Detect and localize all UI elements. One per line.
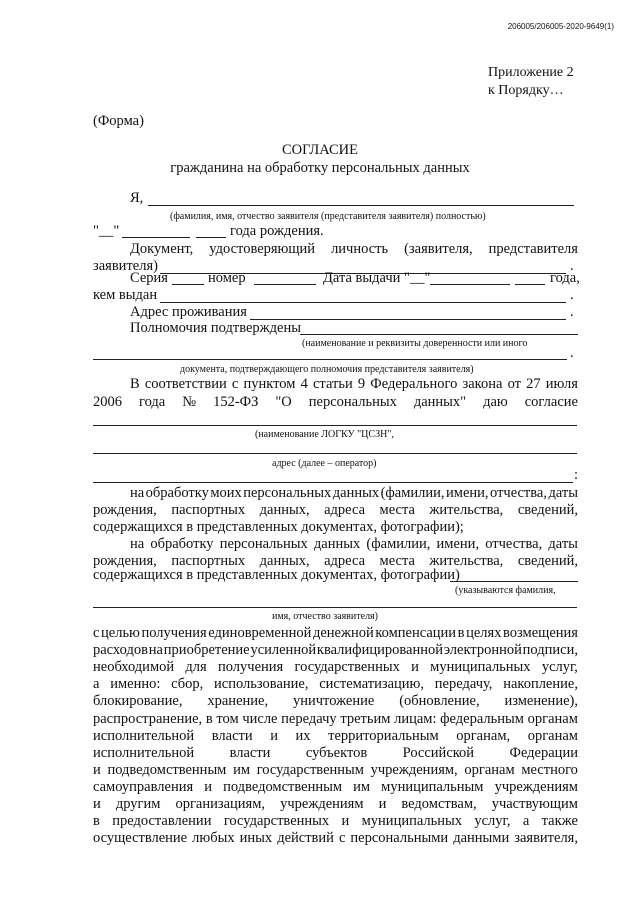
word: подведомственным bbox=[223, 778, 343, 795]
word: государственным bbox=[256, 761, 364, 778]
word: субъектов bbox=[305, 744, 368, 761]
word: паспортных bbox=[171, 502, 246, 518]
word: любых bbox=[192, 830, 235, 847]
word: федеральным bbox=[440, 710, 524, 727]
word: персональных bbox=[243, 485, 332, 501]
colon: : bbox=[574, 467, 579, 483]
word: им bbox=[353, 778, 371, 795]
authority-field-continued[interactable] bbox=[93, 359, 567, 360]
document-code: 206005/206005-2020-9649(1) bbox=[507, 22, 614, 31]
word: адреса bbox=[324, 502, 366, 518]
doc-word: удостоверяющий bbox=[209, 241, 316, 257]
law-word: персональных bbox=[308, 394, 397, 410]
word: и bbox=[411, 659, 419, 676]
issued-by-field[interactable] bbox=[160, 302, 566, 303]
word: лицам: bbox=[394, 710, 437, 727]
applicant-name-field-continued[interactable] bbox=[93, 607, 577, 608]
word: (фамилии, bbox=[380, 485, 445, 501]
applicant-name-hint-1: (указываются фамилия, bbox=[455, 585, 556, 596]
word: даты bbox=[548, 485, 578, 501]
period: . bbox=[570, 304, 574, 320]
purpose-line bbox=[93, 830, 578, 847]
word: Российской bbox=[402, 744, 475, 761]
purpose-line bbox=[93, 711, 578, 728]
consent-para-1-line-1 bbox=[130, 485, 578, 502]
doc-word: (заявителя, bbox=[404, 241, 473, 257]
word: необходимой bbox=[93, 659, 175, 676]
word: органам bbox=[464, 761, 515, 778]
word: данных bbox=[332, 485, 380, 501]
purpose-line bbox=[93, 813, 578, 830]
word: хранение, bbox=[207, 693, 269, 710]
word: (обновление, bbox=[399, 693, 480, 710]
word: электронной bbox=[443, 642, 522, 659]
word: им bbox=[233, 761, 250, 778]
word: учреждениям bbox=[280, 796, 364, 812]
word: данных bbox=[313, 536, 361, 552]
purpose-line bbox=[93, 745, 578, 762]
word: учреждениям bbox=[494, 778, 578, 795]
purpose-line bbox=[93, 693, 578, 710]
word: их bbox=[295, 727, 311, 744]
word: рождения, bbox=[93, 502, 157, 518]
word: и bbox=[378, 796, 387, 812]
word: осуществление bbox=[93, 830, 188, 847]
word: блокирование, bbox=[93, 693, 183, 710]
word: в bbox=[93, 813, 100, 830]
purpose-line bbox=[93, 642, 578, 659]
issued-by-label: кем выдан bbox=[93, 287, 158, 303]
word: приобретение bbox=[163, 642, 250, 659]
law-word: данных" bbox=[413, 394, 467, 410]
law-word: с bbox=[231, 376, 239, 392]
word: том bbox=[216, 710, 239, 727]
word: а bbox=[93, 676, 100, 693]
word: власти bbox=[211, 727, 253, 744]
doc-word: представителя bbox=[488, 241, 578, 257]
consent-para-2-line-1 bbox=[130, 536, 578, 553]
word: денежной bbox=[312, 625, 374, 641]
word: расходов bbox=[93, 642, 148, 659]
doc-word: личность bbox=[331, 241, 389, 257]
number-label: номер bbox=[208, 270, 246, 286]
word: с bbox=[338, 830, 346, 847]
document-line-1 bbox=[130, 241, 578, 258]
form-label: (Форма) bbox=[93, 113, 144, 129]
purpose-line bbox=[93, 659, 578, 676]
word: единовременной bbox=[208, 625, 312, 641]
doc-word: Документ, bbox=[130, 241, 194, 257]
authority-hint-1: (наименование и реквизиты доверенности или иного bbox=[302, 338, 528, 349]
law-word: "О bbox=[275, 394, 292, 410]
word: подведомственным bbox=[107, 761, 227, 778]
law-word: 2006 bbox=[93, 394, 122, 410]
word: территориальным bbox=[328, 727, 439, 744]
word: ведомствам, bbox=[401, 796, 477, 812]
word: муниципальных bbox=[430, 659, 531, 676]
word: жительства, bbox=[429, 502, 504, 518]
word: на bbox=[130, 485, 145, 501]
word: имени, bbox=[446, 485, 489, 501]
word: на bbox=[148, 642, 163, 659]
word: распространение, bbox=[93, 710, 203, 727]
issue-year-field[interactable] bbox=[515, 284, 545, 285]
purpose-line bbox=[93, 779, 578, 796]
word: государственных bbox=[223, 813, 330, 830]
law-word: № bbox=[182, 394, 197, 410]
ya-label: Я, bbox=[130, 190, 144, 206]
series-label: Серия bbox=[130, 270, 168, 286]
law-word: статьи bbox=[313, 376, 353, 392]
word: для bbox=[185, 659, 207, 676]
word: целях bbox=[466, 625, 502, 641]
law-word: от bbox=[507, 376, 521, 392]
word: квалифицированной bbox=[316, 642, 443, 659]
authority-label: Полномочия подтверждены bbox=[130, 320, 301, 336]
word: числе bbox=[242, 710, 278, 727]
document-line-2: заявителя) bbox=[93, 258, 158, 274]
word: компенсации bbox=[375, 625, 457, 641]
word: именно: bbox=[110, 676, 161, 693]
word: участвующим bbox=[491, 796, 578, 812]
annex-line-2: к Порядку… bbox=[488, 83, 564, 98]
word: исполнительной bbox=[93, 744, 195, 761]
word: другим bbox=[115, 796, 161, 812]
word: иных bbox=[239, 830, 273, 847]
law-word: Федерального bbox=[370, 376, 458, 392]
word: персональными bbox=[350, 830, 449, 847]
word: получения bbox=[141, 625, 207, 641]
word: Федерации bbox=[509, 744, 578, 761]
word: органам bbox=[527, 710, 578, 727]
word: действий bbox=[277, 830, 334, 847]
address-label: Адрес проживания bbox=[130, 304, 247, 320]
word: власти bbox=[229, 744, 271, 761]
purpose-line bbox=[93, 796, 578, 813]
word: исполнительной bbox=[93, 727, 195, 744]
word: рождения, bbox=[93, 553, 157, 569]
consent-para-1-line-2 bbox=[93, 502, 578, 519]
purpose-line bbox=[93, 625, 578, 642]
fio-field[interactable] bbox=[148, 205, 574, 206]
annex-line-1: Приложение 2 bbox=[488, 65, 574, 80]
word: персональных bbox=[219, 536, 308, 552]
consent-para-2-line-3: содержащихся в представленных документах, фотографии) bbox=[93, 567, 460, 583]
logku-hint: (наименование ЛОГКУ "ЦСЗН", bbox=[255, 429, 394, 440]
word: в bbox=[457, 625, 465, 641]
law-line-2 bbox=[93, 394, 578, 411]
word: моих bbox=[210, 485, 242, 501]
law-word: соответствии bbox=[144, 376, 227, 392]
document-subtitle: гражданина на обработку персональных данных bbox=[170, 160, 470, 176]
word: местного bbox=[521, 761, 578, 778]
word: услуг, bbox=[474, 813, 511, 830]
word: также bbox=[541, 813, 578, 830]
word: сведений, bbox=[517, 502, 578, 518]
word: муниципальным bbox=[381, 778, 484, 795]
birth-year-field[interactable] bbox=[196, 237, 226, 238]
law-word: В bbox=[130, 376, 140, 392]
period: . bbox=[570, 345, 574, 361]
word: усиленной bbox=[250, 642, 317, 659]
law-word: 4 bbox=[300, 376, 308, 392]
word: предоставлении bbox=[112, 813, 212, 830]
word: жительства, bbox=[429, 553, 504, 569]
birth-suffix: года рождения. bbox=[230, 223, 324, 239]
law-word: даю bbox=[483, 394, 508, 410]
word: и bbox=[93, 761, 101, 778]
word: сбор, bbox=[171, 676, 204, 693]
word: с bbox=[93, 625, 100, 641]
annex-label bbox=[488, 64, 574, 100]
word: целью bbox=[101, 625, 140, 641]
year-label: года, bbox=[550, 270, 580, 286]
word: данных, bbox=[259, 553, 310, 569]
word: заявителя, bbox=[514, 830, 578, 847]
law-word: июля bbox=[545, 376, 578, 392]
word: места bbox=[379, 502, 415, 518]
word: муниципальных bbox=[361, 813, 463, 830]
word: на bbox=[130, 536, 145, 552]
operator-address-field-continued[interactable] bbox=[93, 482, 573, 483]
purpose-line bbox=[93, 762, 578, 779]
document-title: СОГЛАСИЕ bbox=[281, 142, 359, 158]
period: . bbox=[570, 258, 574, 274]
word: получения bbox=[217, 659, 284, 676]
operator-address-field[interactable] bbox=[93, 453, 577, 454]
number-field[interactable] bbox=[254, 284, 316, 285]
word: и bbox=[341, 813, 350, 830]
word: (фамилии, bbox=[366, 536, 431, 552]
word: организациям, bbox=[175, 796, 266, 812]
law-line-1 bbox=[130, 376, 578, 393]
word: органам bbox=[527, 727, 578, 744]
applicant-name-field[interactable] bbox=[450, 581, 578, 582]
operator-name-field[interactable] bbox=[93, 425, 577, 426]
word: изменение), bbox=[504, 693, 578, 710]
law-word: 152-ФЗ bbox=[213, 394, 259, 410]
series-field[interactable] bbox=[172, 284, 204, 285]
law-word: 27 bbox=[526, 376, 541, 392]
word: уничтожение bbox=[292, 693, 375, 710]
operator-address-hint: адрес (далее – оператор) bbox=[272, 458, 377, 469]
word: передачу, bbox=[434, 676, 493, 693]
word: третьим bbox=[340, 710, 391, 727]
purpose-line bbox=[93, 676, 578, 693]
law-word: закона bbox=[462, 376, 503, 392]
word: даты bbox=[548, 536, 578, 552]
authority-field[interactable] bbox=[300, 334, 578, 335]
birth-day: "__" bbox=[93, 223, 120, 239]
word: и bbox=[270, 727, 278, 744]
word: передачу bbox=[281, 710, 337, 727]
word: имени, bbox=[436, 536, 480, 552]
word: паспортных bbox=[171, 553, 246, 569]
word: учреждениям, bbox=[370, 761, 458, 778]
word: сведений, bbox=[517, 553, 578, 569]
word: накопление, bbox=[503, 676, 578, 693]
word: государственных bbox=[294, 659, 400, 676]
fio-hint: (фамилия, имя, отчество заявителя (представителя заявителя) полностью) bbox=[170, 211, 486, 222]
consent-para-1-line-3: содержащихся в представленных документах, фотографии); bbox=[93, 519, 464, 535]
purpose-line bbox=[93, 728, 578, 745]
birth-month-field[interactable] bbox=[122, 237, 190, 238]
applicant-name-hint-2: имя, отчество заявителя) bbox=[272, 611, 378, 622]
word: обработку bbox=[150, 536, 214, 552]
word: данными bbox=[453, 830, 510, 847]
word: подписи, bbox=[522, 642, 578, 659]
law-word: 9 bbox=[357, 376, 366, 392]
law-word: согласие bbox=[524, 394, 578, 410]
law-word: года bbox=[139, 394, 166, 410]
word: и bbox=[93, 796, 101, 812]
period: . bbox=[570, 287, 574, 303]
word: самоуправления bbox=[93, 778, 194, 795]
word: систематизацию, bbox=[319, 676, 425, 693]
word: в bbox=[205, 710, 213, 727]
word: отчества, bbox=[490, 485, 547, 501]
word: данных, bbox=[259, 502, 310, 518]
word: органам, bbox=[456, 727, 511, 744]
word: и bbox=[204, 778, 212, 795]
word: а bbox=[522, 813, 530, 830]
word: услуг, bbox=[541, 659, 578, 676]
word: использование, bbox=[214, 676, 309, 693]
law-word: пунктом bbox=[243, 376, 296, 392]
word: отчества, bbox=[485, 536, 543, 552]
word: места bbox=[379, 553, 415, 569]
issue-date-label: Дата выдачи "__" bbox=[323, 270, 431, 286]
issue-month-field[interactable] bbox=[430, 284, 510, 285]
authority-hint-2: документа, подтверждающего полномочия представителя заявителя) bbox=[180, 364, 474, 375]
word: возмещения bbox=[503, 625, 578, 641]
word: адреса bbox=[324, 553, 366, 569]
word: обработку bbox=[145, 485, 209, 501]
